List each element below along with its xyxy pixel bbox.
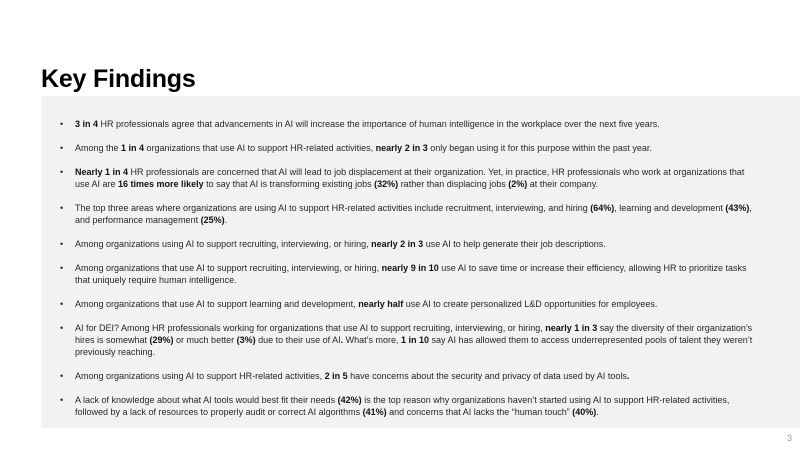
finding-text: or much better (173, 335, 237, 345)
finding-text: . (596, 407, 599, 417)
finding-text: and concerns that AI lacks the “human touch” (386, 407, 573, 417)
finding-highlight: 1 in 10 (401, 335, 430, 345)
finding-text: use AI to create personalized L&D opportunities for employees. (403, 299, 658, 309)
finding-text: use AI to help generate their job descriptions. (423, 239, 606, 249)
finding-text: Among organizations using AI to support recruiting, interviewing, or hiring, (75, 239, 372, 249)
finding-item (75, 322, 755, 358)
finding-highlight: (42%) (337, 395, 362, 405)
finding-text: at their company. (527, 179, 599, 189)
finding-text: have concerns about the security and privacy of data used by AI tools (347, 371, 627, 381)
finding-item (75, 202, 755, 226)
finding-highlight: (64%) (590, 203, 615, 213)
page-number: 3 (786, 433, 792, 443)
finding-item (75, 166, 755, 190)
finding-highlight: (43%) (725, 203, 750, 213)
finding-text: HR professionals agree that advancements in AI will increase the importance of human intelligence in the workplace over the next five years. (98, 119, 660, 129)
finding-text: due to their use of AI (255, 335, 341, 345)
finding-text: to say that AI is transforming existing jobs (203, 179, 375, 189)
finding-text: Among the (75, 143, 122, 153)
finding-highlight: (40%) (572, 407, 597, 417)
finding-highlight: (2%) (508, 179, 528, 189)
finding-text: say AI has allowed them to access underrepresented pools of talent they weren’t previously reaching. (75, 335, 753, 357)
finding-text: AI for DEI? Among HR professionals working for organizations that use AI to support recruiting, interviewing, or hiring, (75, 323, 546, 333)
finding-item (75, 262, 755, 286)
finding-text: A lack of knowledge about what AI tools would best fit their needs (75, 395, 338, 405)
finding-item (75, 298, 755, 310)
page-title: Key Findings (41, 64, 196, 93)
finding-highlight: (32%) (374, 179, 399, 189)
finding-highlight: 2 in 5 (324, 371, 348, 381)
finding-highlight: 3 in 4 (75, 119, 99, 129)
finding-item (75, 238, 755, 250)
finding-item (75, 394, 755, 418)
finding-text: use AI to save time or increase their efficiency, allowing HR to prioritize tasks that uniquely require human intelligence. (75, 263, 747, 285)
finding-highlight: 16 times more likely (118, 179, 204, 189)
finding-highlight: nearly 2 in 3 (375, 143, 428, 153)
finding-text: HR professionals are concerned that AI will lead to job displacement at their organization. Yet, in practice, HR professionals who work at organizations that use AI are (75, 167, 745, 189)
findings-panel (41, 96, 800, 428)
finding-text: is the top reason why organizations haven’t started using AI to support HR-related activities, followed by a lack of resources to properly audit or correct AI algorithms (75, 395, 730, 417)
finding-highlight: (25%) (200, 215, 225, 225)
finding-text: What’s more, (343, 335, 402, 345)
finding-text: The top three areas where organizations are using AI to support HR-related activities include recruitment, interviewing, and hiring (75, 203, 591, 213)
finding-highlight: (3%) (236, 335, 256, 345)
finding-text: organizations that use AI to support HR-related activities, (144, 143, 376, 153)
finding-highlight: . (626, 371, 630, 381)
finding-highlight: Nearly 1 in 4 (75, 167, 129, 177)
finding-text: Among organizations using AI to support HR-related activities, (75, 371, 325, 381)
finding-highlight: (41%) (362, 407, 387, 417)
finding-item (75, 370, 755, 382)
finding-text: only began using it for this purpose within the past year. (427, 143, 652, 153)
finding-text: say the diversity of their organization’s hires is somewhat (75, 323, 753, 345)
finding-highlight: nearly 1 in 3 (545, 323, 598, 333)
finding-highlight: nearly half (358, 299, 404, 309)
finding-highlight: 1 in 4 (121, 143, 145, 153)
finding-item (75, 118, 755, 130)
finding-text: . (224, 215, 228, 225)
finding-item (75, 142, 755, 154)
finding-text: , and performance management (75, 203, 752, 225)
finding-text: rather than displacing jobs (398, 179, 509, 189)
finding-highlight: nearly 2 in 3 (371, 239, 424, 249)
finding-text: Among organizations that use AI to support learning and development, (75, 299, 359, 309)
finding-highlight: . (340, 335, 344, 345)
finding-highlight: nearly 9 in 10 (381, 263, 439, 273)
finding-text: Among organizations that use AI to support recruiting, interviewing, or hiring, (75, 263, 382, 273)
finding-highlight: (29%) (149, 335, 174, 345)
finding-text: , learning and development (614, 203, 726, 213)
